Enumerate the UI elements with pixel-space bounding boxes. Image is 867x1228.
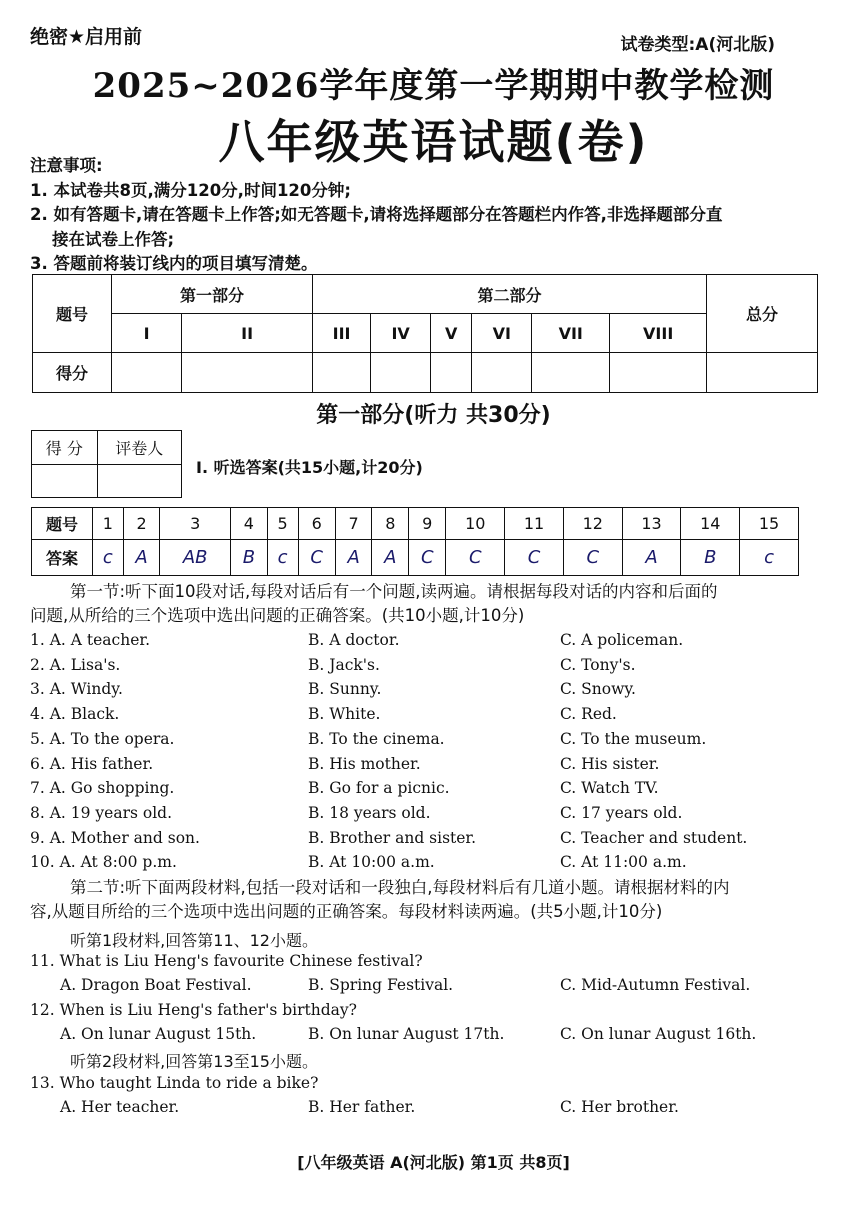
q11-option-b: B. Spring Festival. xyxy=(308,976,454,994)
q12-option-a: A. On lunar August 15th. xyxy=(60,1025,257,1043)
score-cell[interactable] xyxy=(532,353,610,393)
answer-cell[interactable] xyxy=(409,540,446,576)
question-5-option-b: B. To the cinema. xyxy=(308,729,445,748)
note-item: 接在试卷上作答; xyxy=(52,229,175,249)
score-cell[interactable] xyxy=(472,353,532,393)
q11-stem: 11. What is Liu Heng's favourite Chinese festival? xyxy=(30,952,423,970)
q13-stem: 13. Who taught Linda to ride a bike? xyxy=(30,1074,319,1092)
question-8-option-a: 8. A. 19 years old. xyxy=(30,803,173,822)
answer-number: 3 xyxy=(160,508,231,540)
question-7-option-a: 7. A. Go shopping. xyxy=(30,779,175,798)
note-item: 2. 如有答题卡,请在答题卡上作答;如无答题卡,请将选择题部分在答题栏内作答,非选择题部分直 xyxy=(30,205,723,224)
score-cell[interactable] xyxy=(707,353,818,393)
answer-cell[interactable] xyxy=(335,540,372,576)
material1-instruction: 听第1段材料,回答第11、12小题。 xyxy=(70,931,318,950)
q12-option-c: C. On lunar August 16th. xyxy=(560,1025,757,1043)
question-4-option-a: 4. A. Black. xyxy=(30,705,120,724)
question-4-option-c: C. Red. xyxy=(560,705,617,724)
grader-box xyxy=(31,430,182,498)
question-1-option-a: 1. A. A teacher. xyxy=(30,631,150,649)
answer-number: 13 xyxy=(622,508,681,540)
answer-number: 4 xyxy=(231,508,268,540)
q12-stem: 12. When is Liu Heng's father's birthday? xyxy=(30,1001,357,1019)
grader-name-cell[interactable] xyxy=(97,465,181,498)
exam-title: 2025~2026学年度第一学期期中教学检测 xyxy=(92,66,775,106)
answer-number: 8 xyxy=(372,508,409,540)
section1-intro-line: 第一节:听下面10段对话,每段对话后有一个问题,读两遍。请根据每段对话的内容和后面的 xyxy=(70,582,718,601)
question-9-option-a: 9. A. Mother and son. xyxy=(30,828,200,847)
handwritten-answer: c xyxy=(764,547,774,568)
question-3-option-c: C. Snowy. xyxy=(560,680,636,699)
question-7-option-c: C. Watch TV. xyxy=(560,779,659,798)
question-3-option-b: B. Sunny. xyxy=(308,680,382,699)
question-6-option-a: 6. A. His father. xyxy=(30,754,154,773)
question-2-option-c: C. Tony's. xyxy=(560,655,636,674)
question-1-option-c: C. A policeman. xyxy=(560,631,684,649)
answer-number: 11 xyxy=(505,508,564,540)
answer-cell[interactable] xyxy=(123,540,160,576)
answer-number: 1 xyxy=(93,508,124,540)
score-cell[interactable] xyxy=(182,353,313,393)
handwritten-answer: AB xyxy=(182,547,208,568)
answer-cell[interactable] xyxy=(622,540,681,576)
score-cell[interactable] xyxy=(112,353,182,393)
roman-header: VI xyxy=(472,314,532,353)
answer-cell[interactable] xyxy=(563,540,622,576)
roman-header: IV xyxy=(371,314,431,353)
score-cell[interactable] xyxy=(312,353,370,393)
paper-type: 试卷类型:A(河北版) xyxy=(620,35,775,55)
grader-score-label: 得 分 xyxy=(32,431,98,465)
roman-header: VII xyxy=(532,314,610,353)
answer-table-tihao: 题号 xyxy=(32,508,93,540)
material2-instruction: 听第2段材料,回答第13至15小题。 xyxy=(70,1052,318,1071)
question-2-option-a: 2. A. Lisa's. xyxy=(30,655,121,674)
answer-cell[interactable] xyxy=(231,540,268,576)
handwritten-answer: C xyxy=(527,547,541,568)
handwritten-answer: C xyxy=(469,547,482,568)
q11-option-c: C. Mid-Autumn Festival. xyxy=(560,976,751,994)
section2-intro-line: 第二节:听下面两段材料,包括一段对话和一段独白,每段材料后有几道小题。请根据材料的内 xyxy=(70,878,730,897)
handwritten-answer: B xyxy=(704,547,717,568)
answer-cell[interactable] xyxy=(372,540,409,576)
q13-option-b: B. Her father. xyxy=(308,1098,416,1116)
answer-table xyxy=(31,507,799,576)
handwritten-answer: c xyxy=(277,547,288,568)
answer-number: 15 xyxy=(740,508,799,540)
score-cell[interactable] xyxy=(371,353,431,393)
score-cell[interactable] xyxy=(610,353,707,393)
handwritten-answer: C xyxy=(420,547,434,568)
answer-number: 6 xyxy=(298,508,335,540)
q13-option-a: A. Her teacher. xyxy=(60,1098,180,1116)
section1-intro xyxy=(30,580,830,628)
answer-table-daan: 答案 xyxy=(32,540,93,576)
question-5-option-a: 5. A. To the opera. xyxy=(30,729,175,748)
notes-heading: 注意事项: xyxy=(30,156,103,175)
score-table-tihao: 题号 xyxy=(33,275,112,353)
question-8-option-b: B. 18 years old. xyxy=(308,803,431,822)
handwritten-answer: A xyxy=(347,547,360,568)
answer-cell[interactable] xyxy=(740,540,799,576)
part1-title: I. 听选答案(共15小题,计20分) xyxy=(196,458,423,477)
score-table xyxy=(32,274,818,393)
question-7-option-b: B. Go for a picnic. xyxy=(308,779,450,798)
answer-cell[interactable] xyxy=(160,540,231,576)
answer-number: 12 xyxy=(563,508,622,540)
section-title: 第一部分(听力 共30分) xyxy=(316,403,551,428)
answer-number: 9 xyxy=(409,508,446,540)
question-6-option-c: C. His sister. xyxy=(560,754,660,773)
handwritten-answer: c xyxy=(102,547,113,568)
page-footer: [八年级英语 A(河北版) 第1页 共8页] xyxy=(297,1153,570,1172)
question-10-option-a: 10. A. At 8:00 p.m. xyxy=(30,853,177,872)
secret-label: 绝密★启用前 xyxy=(30,26,143,48)
handwritten-answer: C xyxy=(310,547,323,568)
answer-cell[interactable] xyxy=(267,540,298,576)
question-2-option-b: B. Jack's. xyxy=(308,655,380,674)
roman-header: V xyxy=(431,314,472,353)
roman-header: III xyxy=(312,314,370,353)
grader-name-label: 评卷人 xyxy=(97,431,181,465)
answer-number: 7 xyxy=(335,508,372,540)
question-6-option-b: B. His mother. xyxy=(308,754,421,773)
handwritten-answer: B xyxy=(242,547,256,568)
answer-number: 10 xyxy=(446,508,505,540)
question-5-option-c: C. To the museum. xyxy=(560,729,707,748)
handwritten-answer: A xyxy=(384,547,397,568)
answer-cell[interactable] xyxy=(446,540,505,576)
section1-intro-line: 问题,从所给的三个选项中选出问题的正确答案。(共10小题,计10分) xyxy=(30,606,525,625)
score-cell[interactable] xyxy=(431,353,472,393)
handwritten-answer: A xyxy=(645,547,658,568)
note-item: 1. 本试卷共8页,满分120分,时间120分钟; xyxy=(30,180,351,200)
q12-option-b: B. On lunar August 17th. xyxy=(308,1025,505,1043)
answer-cell[interactable] xyxy=(681,540,740,576)
answer-number: 5 xyxy=(267,508,298,540)
answer-cell[interactable] xyxy=(93,540,124,576)
score-table-part2: 第二部分 xyxy=(312,275,706,314)
score-table-total: 总分 xyxy=(707,275,818,353)
question-10-option-b: B. At 10:00 a.m. xyxy=(308,853,435,872)
answer-number: 2 xyxy=(123,508,160,540)
note-item: 3. 答题前将装订线内的项目填写清楚。 xyxy=(30,254,318,273)
question-8-option-c: C. 17 years old. xyxy=(560,803,683,822)
handwritten-answer: A xyxy=(135,547,148,568)
grader-score-cell[interactable] xyxy=(32,465,98,498)
roman-header: II xyxy=(182,314,313,353)
question-4-option-b: B. White. xyxy=(308,705,381,724)
notes-block xyxy=(30,154,830,277)
subject-title: 八年级英语试题(卷) xyxy=(218,115,649,169)
answer-number: 14 xyxy=(681,508,740,540)
score-table-part1: 第一部分 xyxy=(112,275,313,314)
question-3-option-a: 3. A. Windy. xyxy=(30,680,123,699)
question-9-option-c: C. Teacher and student. xyxy=(560,828,748,847)
q13-option-c: C. Her brother. xyxy=(560,1098,679,1116)
roman-header: VIII xyxy=(610,314,707,353)
answer-cell[interactable] xyxy=(505,540,564,576)
q11-option-a: A. Dragon Boat Festival. xyxy=(60,976,252,994)
question-1-option-b: B. A doctor. xyxy=(308,631,400,649)
question-10-option-c: C. At 11:00 a.m. xyxy=(560,853,687,872)
answer-cell[interactable] xyxy=(298,540,335,576)
roman-header: I xyxy=(112,314,182,353)
section2-intro xyxy=(30,876,830,924)
question-9-option-b: B. Brother and sister. xyxy=(308,828,477,847)
section2-intro-line: 容,从题目所给的三个选项中选出问题的正确答案。每段材料读两遍。(共5小题,计10分) xyxy=(30,902,663,921)
score-table-defen: 得分 xyxy=(33,353,112,393)
handwritten-answer: C xyxy=(586,547,600,568)
